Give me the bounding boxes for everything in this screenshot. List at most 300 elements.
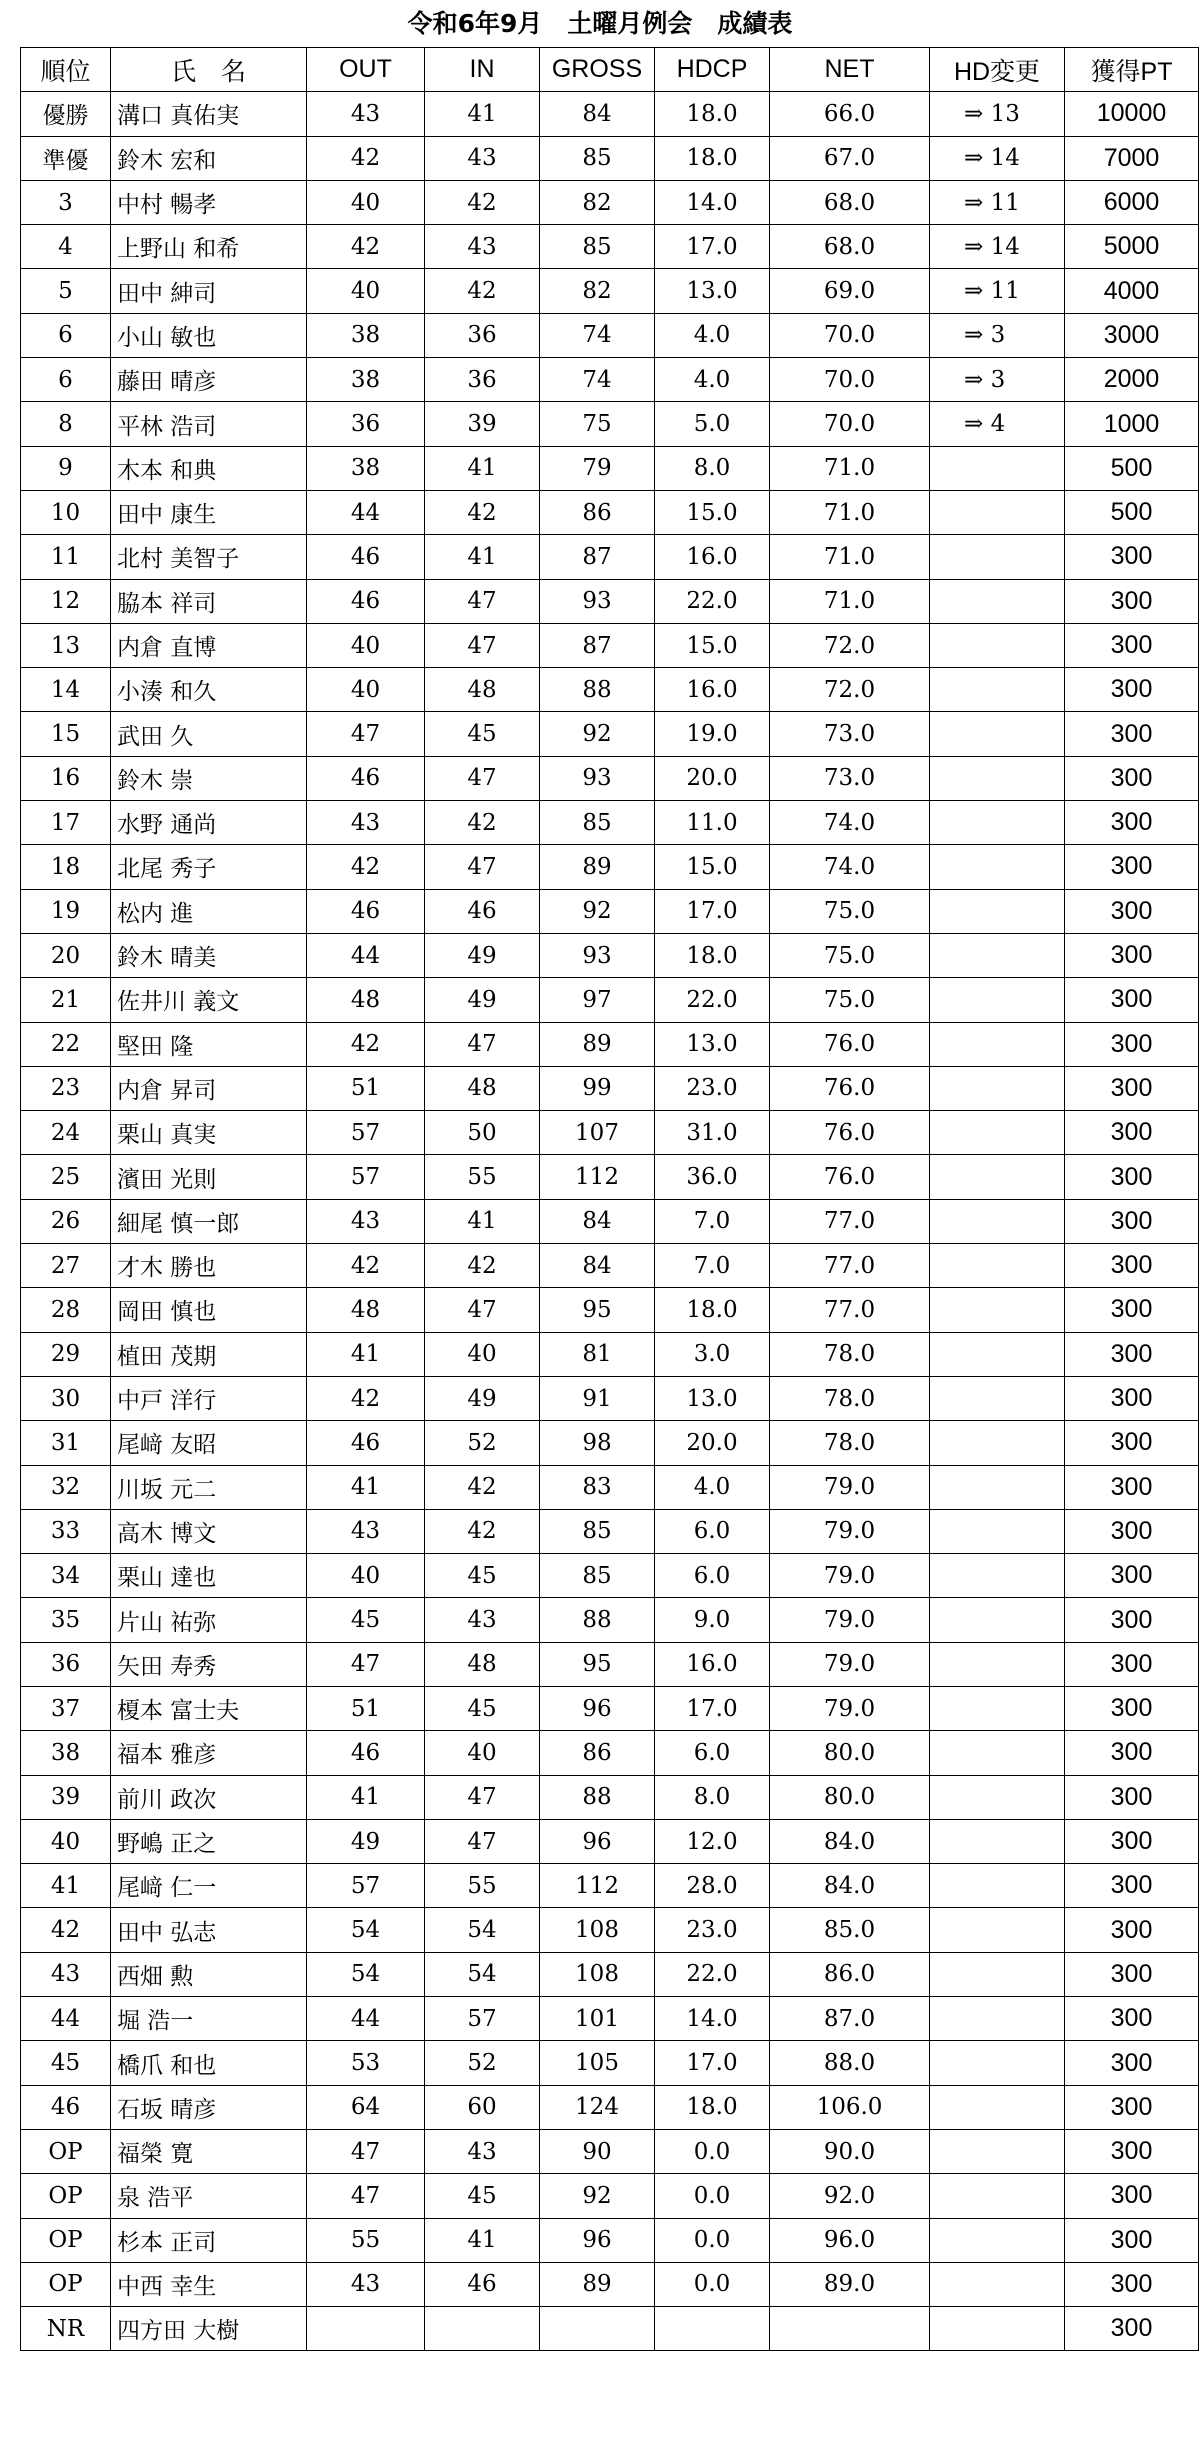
hd-change-cell <box>930 2218 1065 2262</box>
points-cell: 300 <box>1065 845 1199 889</box>
rank-cell: 19 <box>21 889 111 933</box>
hdcp-cell: 13.0 <box>655 1022 770 1066</box>
table-row <box>21 2262 1199 2306</box>
hdcp-cell: 18.0 <box>655 1288 770 1332</box>
hdcp-cell: 22.0 <box>655 579 770 623</box>
out-cell: 47 <box>307 712 425 756</box>
in-cell: 36 <box>425 358 540 402</box>
name-cell: 堅田 隆 <box>111 1022 307 1066</box>
gross-cell: 86 <box>540 1731 655 1775</box>
name-cell: 福本 雅彦 <box>111 1731 307 1775</box>
in-cell: 46 <box>425 2262 540 2306</box>
hd-change-cell <box>930 446 1065 490</box>
hd-change-cell <box>930 1731 1065 1775</box>
hd-change-cell <box>930 1421 1065 1465</box>
hdcp-cell: 4.0 <box>655 1465 770 1509</box>
hdcp-cell: 18.0 <box>655 933 770 977</box>
rank-cell: 43 <box>21 1952 111 1996</box>
hdcp-cell: 9.0 <box>655 1598 770 1642</box>
hd-change-cell <box>930 933 1065 977</box>
net-cell: 80.0 <box>770 1775 930 1819</box>
points-cell: 300 <box>1065 2174 1199 2218</box>
name-cell: 尾﨑 仁一 <box>111 1864 307 1908</box>
in-cell: 54 <box>425 1952 540 1996</box>
rank-cell: 46 <box>21 2085 111 2129</box>
net-cell: 90.0 <box>770 2129 930 2173</box>
rank-cell: 17 <box>21 801 111 845</box>
net-cell: 88.0 <box>770 2041 930 2085</box>
out-cell: 47 <box>307 2129 425 2173</box>
name-cell: 才木 勝也 <box>111 1244 307 1288</box>
in-cell: 52 <box>425 1421 540 1465</box>
hd-change-cell <box>930 2174 1065 2218</box>
hd-change-cell <box>930 1775 1065 1819</box>
table-row <box>21 313 1199 357</box>
in-cell: 47 <box>425 756 540 800</box>
out-cell: 48 <box>307 1288 425 1332</box>
table-row <box>21 1244 1199 1288</box>
out-cell: 43 <box>307 1199 425 1243</box>
hdcp-cell: 23.0 <box>655 1066 770 1110</box>
table-row <box>21 1155 1199 1199</box>
table-row <box>21 1997 1199 2041</box>
hd-change-cell: ⇒ 4 <box>930 402 1065 446</box>
gross-cell: 85 <box>540 801 655 845</box>
out-cell: 55 <box>307 2218 425 2262</box>
table-row <box>21 535 1199 579</box>
net-cell: 84.0 <box>770 1819 930 1863</box>
table-row <box>21 2041 1199 2085</box>
out-cell: 38 <box>307 358 425 402</box>
hd-change-cell <box>930 1997 1065 2041</box>
gross-cell: 81 <box>540 1332 655 1376</box>
net-cell <box>770 2307 930 2351</box>
hd-change-cell <box>930 845 1065 889</box>
gross-cell: 108 <box>540 1908 655 1952</box>
points-cell: 300 <box>1065 1332 1199 1376</box>
gross-cell: 96 <box>540 1686 655 1730</box>
out-cell: 51 <box>307 1686 425 1730</box>
gross-cell: 95 <box>540 1642 655 1686</box>
points-cell: 1000 <box>1065 402 1199 446</box>
gross-cell: 85 <box>540 136 655 180</box>
rank-cell: 33 <box>21 1509 111 1553</box>
net-cell: 71.0 <box>770 579 930 623</box>
name-cell: 鈴木 晴美 <box>111 933 307 977</box>
table-row <box>21 623 1199 667</box>
name-cell: 堀 浩一 <box>111 1997 307 2041</box>
name-cell: 野嶋 正之 <box>111 1819 307 1863</box>
points-cell: 300 <box>1065 756 1199 800</box>
hd-change-cell <box>930 1111 1065 1155</box>
points-cell: 500 <box>1065 446 1199 490</box>
hdcp-cell: 13.0 <box>655 269 770 313</box>
name-cell: 西畑 勲 <box>111 1952 307 1996</box>
out-cell: 46 <box>307 889 425 933</box>
out-cell: 40 <box>307 623 425 667</box>
hd-change-cell <box>930 2085 1065 2129</box>
out-cell: 43 <box>307 92 425 136</box>
in-cell: 39 <box>425 402 540 446</box>
points-cell: 300 <box>1065 889 1199 933</box>
in-cell: 41 <box>425 92 540 136</box>
out-cell: 41 <box>307 1775 425 1819</box>
gross-cell: 75 <box>540 402 655 446</box>
table-row <box>21 1199 1199 1243</box>
name-cell: 四方田 大樹 <box>111 2307 307 2351</box>
rank-cell: 9 <box>21 446 111 490</box>
header-hdcp: HDCP <box>655 48 770 92</box>
header-gross: GROSS <box>540 48 655 92</box>
rank-cell: 20 <box>21 933 111 977</box>
rank-cell: 優勝 <box>21 92 111 136</box>
hdcp-cell: 0.0 <box>655 2129 770 2173</box>
table-row <box>21 1066 1199 1110</box>
out-cell: 44 <box>307 933 425 977</box>
rank-cell: 10 <box>21 490 111 534</box>
name-cell: 橋爪 和也 <box>111 2041 307 2085</box>
net-cell: 74.0 <box>770 845 930 889</box>
net-cell: 72.0 <box>770 668 930 712</box>
gross-cell: 96 <box>540 2218 655 2262</box>
in-cell: 47 <box>425 1022 540 1066</box>
points-cell: 300 <box>1065 535 1199 579</box>
out-cell: 51 <box>307 1066 425 1110</box>
gross-cell: 84 <box>540 1199 655 1243</box>
rank-cell: 32 <box>21 1465 111 1509</box>
net-cell: 106.0 <box>770 2085 930 2129</box>
rank-cell: 24 <box>21 1111 111 1155</box>
hd-change-cell <box>930 1199 1065 1243</box>
net-cell: 78.0 <box>770 1376 930 1420</box>
out-cell: 42 <box>307 1244 425 1288</box>
in-cell: 52 <box>425 2041 540 2085</box>
net-cell: 73.0 <box>770 712 930 756</box>
gross-cell: 96 <box>540 1819 655 1863</box>
in-cell: 49 <box>425 978 540 1022</box>
name-cell: 尾﨑 友昭 <box>111 1421 307 1465</box>
name-cell: 藤田 晴彦 <box>111 358 307 402</box>
in-cell: 49 <box>425 1376 540 1420</box>
hdcp-cell: 16.0 <box>655 668 770 712</box>
out-cell: 42 <box>307 1376 425 1420</box>
rank-cell: 16 <box>21 756 111 800</box>
hd-change-cell <box>930 1952 1065 1996</box>
points-cell: 300 <box>1065 1111 1199 1155</box>
table-row <box>21 1598 1199 1642</box>
table-row <box>21 2218 1199 2262</box>
net-cell: 72.0 <box>770 623 930 667</box>
out-cell: 45 <box>307 1598 425 1642</box>
name-cell: 杉本 正司 <box>111 2218 307 2262</box>
hdcp-cell: 15.0 <box>655 623 770 667</box>
hdcp-cell: 16.0 <box>655 535 770 579</box>
header-in: IN <box>425 48 540 92</box>
out-cell: 42 <box>307 136 425 180</box>
gross-cell: 97 <box>540 978 655 1022</box>
net-cell: 73.0 <box>770 756 930 800</box>
net-cell: 76.0 <box>770 1022 930 1066</box>
in-cell: 46 <box>425 889 540 933</box>
points-cell: 7000 <box>1065 136 1199 180</box>
hd-change-cell <box>930 1554 1065 1598</box>
hdcp-cell: 0.0 <box>655 2174 770 2218</box>
net-cell: 76.0 <box>770 1066 930 1110</box>
hd-change-cell: ⇒ 3 <box>930 358 1065 402</box>
points-cell: 5000 <box>1065 225 1199 269</box>
header-hd-change: HD変更 <box>930 48 1065 92</box>
out-cell: 47 <box>307 1642 425 1686</box>
rank-cell: 12 <box>21 579 111 623</box>
header-points: 獲得PT <box>1065 48 1199 92</box>
hdcp-cell: 20.0 <box>655 756 770 800</box>
hdcp-cell: 6.0 <box>655 1509 770 1553</box>
table-row <box>21 1111 1199 1155</box>
hdcp-cell: 5.0 <box>655 402 770 446</box>
points-cell: 300 <box>1065 1731 1199 1775</box>
rank-cell: 25 <box>21 1155 111 1199</box>
net-cell: 89.0 <box>770 2262 930 2306</box>
table-row <box>21 2307 1199 2351</box>
net-cell: 79.0 <box>770 1465 930 1509</box>
net-cell: 70.0 <box>770 358 930 402</box>
points-cell: 300 <box>1065 1199 1199 1243</box>
hdcp-cell: 0.0 <box>655 2262 770 2306</box>
rank-cell: 29 <box>21 1332 111 1376</box>
gross-cell: 84 <box>540 92 655 136</box>
net-cell: 67.0 <box>770 136 930 180</box>
in-cell: 41 <box>425 535 540 579</box>
out-cell: 47 <box>307 2174 425 2218</box>
out-cell: 64 <box>307 2085 425 2129</box>
in-cell: 48 <box>425 1066 540 1110</box>
out-cell: 54 <box>307 1952 425 1996</box>
in-cell: 40 <box>425 1332 540 1376</box>
hd-change-cell <box>930 1509 1065 1553</box>
rank-cell: 44 <box>21 1997 111 2041</box>
table-row <box>21 1332 1199 1376</box>
hd-change-cell <box>930 1465 1065 1509</box>
points-cell: 3000 <box>1065 313 1199 357</box>
out-cell: 46 <box>307 1421 425 1465</box>
gross-cell: 93 <box>540 579 655 623</box>
gross-cell: 92 <box>540 712 655 756</box>
name-cell: 木本 和典 <box>111 446 307 490</box>
in-cell: 55 <box>425 1864 540 1908</box>
name-cell: 内倉 昇司 <box>111 1066 307 1110</box>
hdcp-cell: 28.0 <box>655 1864 770 1908</box>
hd-change-cell <box>930 1288 1065 1332</box>
hdcp-cell: 20.0 <box>655 1421 770 1465</box>
out-cell: 43 <box>307 801 425 845</box>
net-cell: 77.0 <box>770 1288 930 1332</box>
name-cell: 小湊 和久 <box>111 668 307 712</box>
out-cell: 43 <box>307 1509 425 1553</box>
points-cell: 300 <box>1065 1376 1199 1420</box>
net-cell: 78.0 <box>770 1421 930 1465</box>
net-cell: 79.0 <box>770 1686 930 1730</box>
name-cell: 中西 幸生 <box>111 2262 307 2306</box>
hd-change-cell <box>930 1642 1065 1686</box>
in-cell: 48 <box>425 668 540 712</box>
in-cell: 45 <box>425 1554 540 1598</box>
net-cell: 66.0 <box>770 92 930 136</box>
table-row <box>21 712 1199 756</box>
name-cell: 濱田 光則 <box>111 1155 307 1199</box>
in-cell: 42 <box>425 180 540 224</box>
rank-cell: OP <box>21 2262 111 2306</box>
net-cell: 71.0 <box>770 490 930 534</box>
table-row <box>21 1819 1199 1863</box>
name-cell: 溝口 真佑実 <box>111 92 307 136</box>
gross-cell: 95 <box>540 1288 655 1332</box>
points-cell: 300 <box>1065 579 1199 623</box>
gross-cell: 88 <box>540 1775 655 1819</box>
out-cell: 40 <box>307 180 425 224</box>
rank-cell: 35 <box>21 1598 111 1642</box>
points-cell: 300 <box>1065 623 1199 667</box>
hd-change-cell <box>930 1376 1065 1420</box>
table-row <box>21 92 1199 136</box>
in-cell: 60 <box>425 2085 540 2129</box>
points-cell: 300 <box>1065 1819 1199 1863</box>
table-row <box>21 2129 1199 2173</box>
hdcp-cell: 14.0 <box>655 180 770 224</box>
out-cell: 42 <box>307 845 425 889</box>
hdcp-cell: 15.0 <box>655 845 770 889</box>
hd-change-cell <box>930 1066 1065 1110</box>
gross-cell: 112 <box>540 1155 655 1199</box>
net-cell: 80.0 <box>770 1731 930 1775</box>
rank-cell: 準優 <box>21 136 111 180</box>
rank-cell: 8 <box>21 402 111 446</box>
gross-cell: 108 <box>540 1952 655 1996</box>
table-row <box>21 136 1199 180</box>
hdcp-cell: 17.0 <box>655 889 770 933</box>
points-cell: 300 <box>1065 1554 1199 1598</box>
points-cell: 300 <box>1065 1465 1199 1509</box>
rank-cell: 3 <box>21 180 111 224</box>
in-cell: 42 <box>425 1465 540 1509</box>
net-cell: 75.0 <box>770 978 930 1022</box>
rank-cell: NR <box>21 2307 111 2351</box>
hdcp-cell: 7.0 <box>655 1199 770 1243</box>
gross-cell: 93 <box>540 933 655 977</box>
gross-cell: 74 <box>540 358 655 402</box>
gross-cell: 82 <box>540 269 655 313</box>
net-cell: 76.0 <box>770 1111 930 1155</box>
in-cell: 45 <box>425 1686 540 1730</box>
hd-change-cell <box>930 1819 1065 1863</box>
table-row <box>21 1022 1199 1066</box>
hdcp-cell: 6.0 <box>655 1731 770 1775</box>
table-row <box>21 1775 1199 1819</box>
table-row <box>21 756 1199 800</box>
in-cell: 47 <box>425 845 540 889</box>
rank-cell: 23 <box>21 1066 111 1110</box>
hd-change-cell <box>930 1598 1065 1642</box>
rank-cell: 26 <box>21 1199 111 1243</box>
in-cell: 42 <box>425 801 540 845</box>
name-cell: 鈴木 崇 <box>111 756 307 800</box>
points-cell: 300 <box>1065 2085 1199 2129</box>
gross-cell: 124 <box>540 2085 655 2129</box>
name-cell: 脇本 祥司 <box>111 579 307 623</box>
rank-cell: 5 <box>21 269 111 313</box>
gross-cell <box>540 2307 655 2351</box>
hdcp-cell <box>655 2307 770 2351</box>
hdcp-cell: 15.0 <box>655 490 770 534</box>
rank-cell: 39 <box>21 1775 111 1819</box>
out-cell: 40 <box>307 1554 425 1598</box>
hdcp-cell: 18.0 <box>655 136 770 180</box>
name-cell: 平林 浩司 <box>111 402 307 446</box>
hd-change-cell: ⇒ 14 <box>930 136 1065 180</box>
hd-change-cell: ⇒ 11 <box>930 180 1065 224</box>
points-cell: 300 <box>1065 1908 1199 1952</box>
points-cell: 300 <box>1065 1642 1199 1686</box>
table-row <box>21 978 1199 1022</box>
table-row <box>21 1642 1199 1686</box>
name-cell: 中戸 洋行 <box>111 1376 307 1420</box>
hd-change-cell <box>930 2262 1065 2306</box>
net-cell: 77.0 <box>770 1199 930 1243</box>
rank-cell: 37 <box>21 1686 111 1730</box>
hd-change-cell <box>930 668 1065 712</box>
out-cell: 53 <box>307 2041 425 2085</box>
name-cell: 小山 敏也 <box>111 313 307 357</box>
hdcp-cell: 4.0 <box>655 313 770 357</box>
name-cell: 武田 久 <box>111 712 307 756</box>
in-cell: 43 <box>425 2129 540 2173</box>
points-cell: 300 <box>1065 1066 1199 1110</box>
table-row <box>21 1288 1199 1332</box>
out-cell: 41 <box>307 1465 425 1509</box>
hd-change-cell <box>930 2129 1065 2173</box>
out-cell: 42 <box>307 225 425 269</box>
gross-cell: 98 <box>540 1421 655 1465</box>
hdcp-cell: 4.0 <box>655 358 770 402</box>
gross-cell: 89 <box>540 1022 655 1066</box>
net-cell: 77.0 <box>770 1244 930 1288</box>
points-cell: 300 <box>1065 1244 1199 1288</box>
gross-cell: 107 <box>540 1111 655 1155</box>
net-cell: 71.0 <box>770 446 930 490</box>
out-cell: 40 <box>307 269 425 313</box>
net-cell: 92.0 <box>770 2174 930 2218</box>
points-cell: 300 <box>1065 2129 1199 2173</box>
net-cell: 75.0 <box>770 933 930 977</box>
gross-cell: 83 <box>540 1465 655 1509</box>
net-cell: 78.0 <box>770 1332 930 1376</box>
in-cell: 55 <box>425 1155 540 1199</box>
in-cell: 43 <box>425 136 540 180</box>
hdcp-cell: 31.0 <box>655 1111 770 1155</box>
name-cell: 北尾 秀子 <box>111 845 307 889</box>
gross-cell: 88 <box>540 1598 655 1642</box>
table-row <box>21 801 1199 845</box>
in-cell <box>425 2307 540 2351</box>
net-cell: 79.0 <box>770 1642 930 1686</box>
rank-cell: 45 <box>21 2041 111 2085</box>
gross-cell: 82 <box>540 180 655 224</box>
table-row <box>21 402 1199 446</box>
name-cell: 田中 弘志 <box>111 1908 307 1952</box>
rank-cell: 28 <box>21 1288 111 1332</box>
hd-change-cell: ⇒ 11 <box>930 269 1065 313</box>
name-cell: 片山 祐弥 <box>111 1598 307 1642</box>
table-row <box>21 1908 1199 1952</box>
